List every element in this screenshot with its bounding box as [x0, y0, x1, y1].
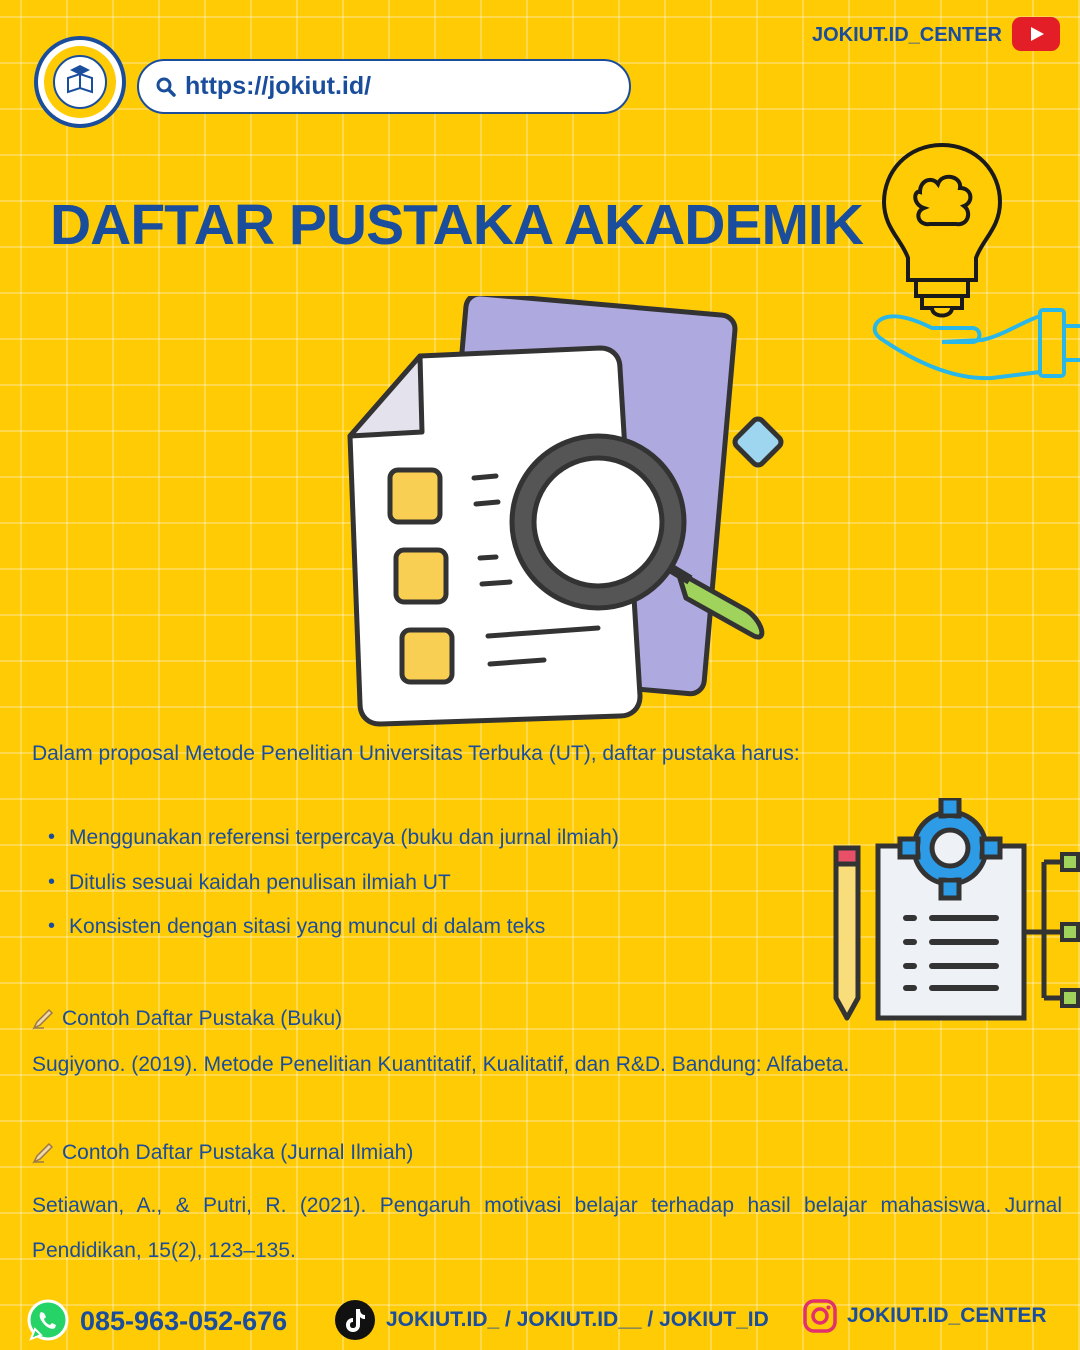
search-icon [155, 76, 177, 98]
whatsapp-contact[interactable] [26, 1299, 287, 1343]
tiktok-contact[interactable] [334, 1299, 769, 1341]
url-bar[interactable] [137, 59, 631, 114]
list-item [48, 871, 619, 916]
url-text: https://jokiut.id/ [185, 72, 372, 100]
example-journal-heading [32, 1141, 413, 1165]
list-item-text: • Menggunakan referensi terpercaya (buku dan jurnal ilmiah) [69, 826, 619, 849]
requirements-list [48, 826, 619, 960]
example-book-heading-text: Contoh Daftar Pustaka (Buku) [62, 1007, 343, 1030]
youtube-channel-name[interactable]: JOKIUT.ID_CENTER [811, 24, 1002, 46]
instagram-icon [803, 1299, 837, 1333]
instagram-handle: JOKIUT.ID_CENTER [847, 1304, 1047, 1327]
list-item-text: • Ditulis sesuai kaidah penulisan ilmiah UT [69, 870, 451, 894]
example-journal-reference: Setiawan, A., & Putri, R. (2021). Pengaruh motivasi belajar terhadap hasil belajar mahasiswa. Jurnal Pendidikan, 15(2), 123–135. [32, 1194, 1062, 1262]
brand-logo [34, 36, 126, 128]
example-book-reference: Sugiyono. (2019). Metode Penelitian Kuantitatif, Kualitatif, dan R&D. Bandung: Alfabeta. [32, 1053, 850, 1076]
page-title: DAFTAR PUSTAKA AKADEMIK [50, 193, 863, 257]
whatsapp-icon [26, 1299, 70, 1343]
tiktok-icon [334, 1299, 376, 1341]
phone-number: 085-963-052-676 [80, 1305, 288, 1336]
jokiut-logo-icon [38, 40, 122, 124]
document-search-icon [340, 296, 800, 736]
example-book-heading [32, 1007, 342, 1031]
example-journal-heading-text: Contoh Daftar Pustaka (Jurnal Ilmiah) [62, 1141, 414, 1164]
list-item [48, 915, 619, 960]
lightbulb-hand-icon [872, 140, 1080, 385]
instagram-contact[interactable] [803, 1299, 1047, 1333]
document-gear-icon [830, 798, 1080, 1023]
youtube-icon[interactable] [1012, 17, 1060, 51]
writing-hand-icon [32, 1142, 54, 1164]
intro-text: Dalam proposal Metode Penelitian Universitas Terbuka (UT), daftar pustaka harus: [32, 742, 800, 765]
list-item [48, 826, 619, 871]
writing-hand-icon [32, 1008, 54, 1030]
list-item-text: • Konsisten dengan sitasi yang muncul di dalam teks [69, 915, 546, 938]
tiktok-handles: JOKIUT.ID_ / JOKIUT.ID__ / JOKIUT_ID [386, 1308, 769, 1331]
